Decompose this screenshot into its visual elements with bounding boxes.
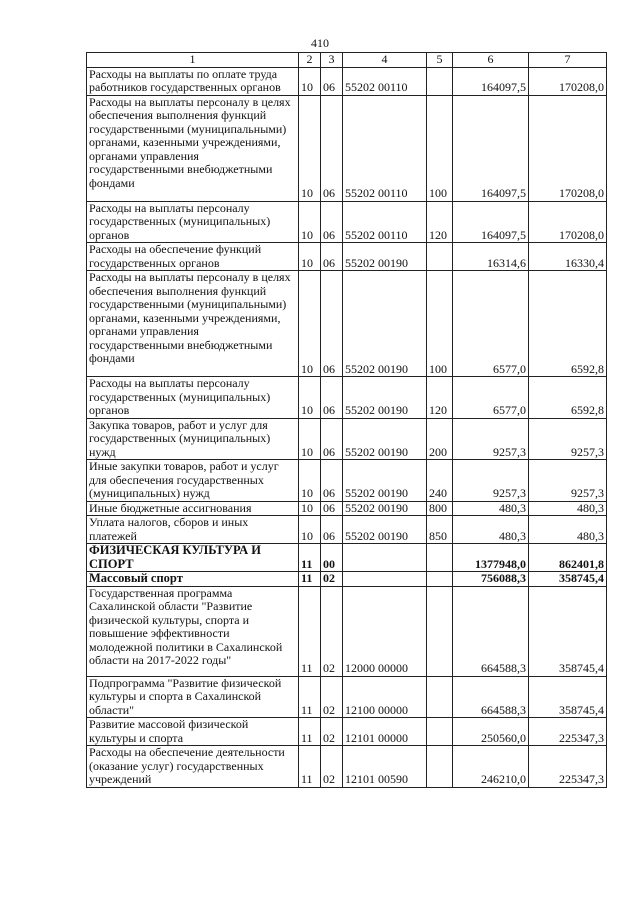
row-amount-col6-text: 664588,3 xyxy=(481,661,526,675)
row-amount-col7 xyxy=(529,418,607,460)
row-target-article-code xyxy=(343,67,427,95)
row-target-article-code xyxy=(343,746,427,788)
row-amount-col6 xyxy=(453,516,529,544)
table-row xyxy=(87,718,607,746)
row-target-article-code-text: 55202 00190 xyxy=(345,528,408,543)
row-name-text: ФИЗИЧЕСКАЯ КУЛЬТУРА И СПОРТ xyxy=(89,543,261,571)
header-col-5: 5 xyxy=(427,53,453,68)
row-amount-col6-text: 164097,5 xyxy=(481,227,526,242)
row-subsection-code xyxy=(321,201,343,243)
row-amount-col6-text: 16314,6 xyxy=(487,255,526,270)
row-section-code-text: 11 xyxy=(301,772,313,786)
row-amount-col7-text: 6592,8 xyxy=(571,361,604,376)
header-col-2: 2 xyxy=(299,53,321,68)
row-amount-col7-text: 480,3 xyxy=(577,528,604,543)
row-name-text: Расходы на выплаты персоналу в целях обеспечения выполнения функций государственными (муниципальными) органами, казенными учреждениями, органами управления государственными внебюджетными фондами xyxy=(89,270,291,365)
row-section-code xyxy=(299,418,321,460)
row-amount-col6-text: 756088,3 xyxy=(481,571,526,585)
row-target-article-code xyxy=(343,516,427,544)
row-name-text: Расходы на обеспечение деятельности (оказание услуг) государственных учреждений xyxy=(89,745,285,786)
row-section-code xyxy=(299,746,321,788)
row-section-code xyxy=(299,501,321,516)
table-row xyxy=(87,67,607,95)
row-section-code xyxy=(299,377,321,419)
row-target-article-code xyxy=(343,544,427,572)
row-section-code-text: 11 xyxy=(301,661,313,675)
row-expense-type-code xyxy=(427,718,453,746)
table-row xyxy=(87,516,607,544)
row-target-article-code xyxy=(343,95,427,201)
row-subsection-code-text: 06 xyxy=(323,80,335,94)
row-section-code-text: 10 xyxy=(301,255,313,270)
row-amount-col6 xyxy=(453,746,529,788)
row-amount-col7 xyxy=(529,746,607,788)
table-row xyxy=(87,243,607,271)
row-target-article-code-text: 12101 00000 xyxy=(345,730,408,745)
row-target-article-code xyxy=(343,418,427,460)
row-amount-col7 xyxy=(529,271,607,377)
row-amount-col7-text: 358745,4 xyxy=(559,702,604,717)
row-section-code-text: 10 xyxy=(301,80,313,94)
row-amount-col6 xyxy=(453,243,529,271)
row-name-text: Подпрограмма "Развитие физической культуры и спорта в Сахалинской области" xyxy=(89,676,282,717)
budget-table xyxy=(86,52,607,788)
row-name xyxy=(87,243,299,271)
row-name xyxy=(87,460,299,502)
row-name xyxy=(87,746,299,788)
row-subsection-code-text: 06 xyxy=(323,227,335,242)
row-section-code-text: 10 xyxy=(301,403,313,417)
row-amount-col7 xyxy=(529,67,607,95)
row-expense-type-code-text: 850 xyxy=(429,528,447,543)
row-subsection-code xyxy=(321,586,343,676)
row-amount-col6-text: 9257,3 xyxy=(493,444,526,459)
row-subsection-code xyxy=(321,95,343,201)
row-name xyxy=(87,67,299,95)
page-number: 410 xyxy=(311,36,329,50)
row-expense-type-code xyxy=(427,460,453,502)
header-col-4: 4 xyxy=(343,53,427,68)
row-subsection-code-text: 06 xyxy=(323,501,335,515)
row-target-article-code-text: 55202 00190 xyxy=(345,501,408,515)
row-section-code xyxy=(299,460,321,502)
row-target-article-code xyxy=(343,243,427,271)
table-header-row xyxy=(87,53,607,68)
row-subsection-code xyxy=(321,746,343,788)
row-expense-type-code-text: 240 xyxy=(429,486,447,500)
row-amount-col6-text: 164097,5 xyxy=(481,80,526,94)
row-amount-col6-text: 480,3 xyxy=(499,501,526,515)
row-amount-col6 xyxy=(453,501,529,516)
row-amount-col6 xyxy=(453,201,529,243)
row-subsection-code-text: 06 xyxy=(323,255,335,270)
row-section-code xyxy=(299,586,321,676)
row-amount-col6-text: 6577,0 xyxy=(493,361,526,376)
row-name xyxy=(87,95,299,201)
row-subsection-code-text: 02 xyxy=(323,661,335,675)
row-name-text: Расходы на обеспечение функций государственных органов xyxy=(89,242,262,270)
row-amount-col6 xyxy=(453,676,529,718)
row-subsection-code xyxy=(321,67,343,95)
table-row xyxy=(87,460,607,502)
row-amount-col7 xyxy=(529,586,607,676)
row-subsection-code-text: 06 xyxy=(323,361,335,376)
table-row xyxy=(87,586,607,676)
row-amount-col6-text: 6577,0 xyxy=(493,403,526,417)
row-target-article-code xyxy=(343,572,427,587)
row-expense-type-code xyxy=(427,516,453,544)
row-amount-col7 xyxy=(529,95,607,201)
row-amount-col6-text: 480,3 xyxy=(499,528,526,543)
row-amount-col7 xyxy=(529,377,607,419)
table-row xyxy=(87,271,607,377)
row-subsection-code xyxy=(321,501,343,516)
row-amount-col7-text: 480,3 xyxy=(577,501,604,515)
row-target-article-code xyxy=(343,718,427,746)
row-target-article-code xyxy=(343,501,427,516)
row-name-text: Расходы на выплаты персоналу государственных (муниципальных) органов xyxy=(89,201,271,242)
row-amount-col6-text: 250560,0 xyxy=(481,730,526,745)
row-amount-col6-text: 246210,0 xyxy=(481,772,526,786)
row-target-article-code xyxy=(343,676,427,718)
row-expense-type-code-text: 120 xyxy=(429,403,447,417)
table-row xyxy=(87,501,607,516)
row-subsection-code xyxy=(321,243,343,271)
row-section-code xyxy=(299,544,321,572)
row-amount-col7 xyxy=(529,460,607,502)
row-section-code xyxy=(299,95,321,201)
row-expense-type-code-text: 200 xyxy=(429,444,447,459)
row-amount-col7-text: 170208,0 xyxy=(559,80,604,94)
table-row xyxy=(87,572,607,587)
row-target-article-code-text: 55202 00190 xyxy=(345,255,408,270)
row-amount-col7-text: 170208,0 xyxy=(559,227,604,242)
row-target-article-code-text: 12000 00000 xyxy=(345,661,408,675)
table-row xyxy=(87,544,607,572)
row-expense-type-code xyxy=(427,95,453,201)
row-name-text: Закупка товаров, работ и услуг для государственных (муниципальных) нужд xyxy=(89,418,271,459)
row-section-code xyxy=(299,67,321,95)
row-expense-type-code xyxy=(427,586,453,676)
row-amount-col7-text: 862401,8 xyxy=(559,556,604,571)
row-expense-type-code xyxy=(427,544,453,572)
row-section-code-text: 11 xyxy=(301,730,313,745)
row-amount-col7-text: 358745,4 xyxy=(559,571,604,585)
row-name-text: Расходы на выплаты персоналу в целях обеспечения выполнения функций государственными (муниципальными) органами, казенными учреждениями, органами управления государственными внебюджетными фондами xyxy=(89,95,291,190)
row-name-text: Расходы на выплаты персоналу государственных (муниципальных) органов xyxy=(89,376,271,417)
row-expense-type-code-text: 120 xyxy=(429,227,447,242)
row-amount-col7 xyxy=(529,201,607,243)
row-target-article-code-text: 12101 00590 xyxy=(345,772,408,786)
row-name-text: Развитие массовой физической культуры и спорта xyxy=(89,717,249,745)
row-subsection-code xyxy=(321,676,343,718)
header-col-3: 3 xyxy=(321,53,343,68)
row-name-text: Массовый спорт xyxy=(89,571,183,585)
row-target-article-code xyxy=(343,271,427,377)
row-amount-col7-text: 170208,0 xyxy=(559,186,604,200)
row-name xyxy=(87,544,299,572)
row-subsection-code xyxy=(321,544,343,572)
row-name-text: Расходы на выплаты по оплате труда работников государственных органов xyxy=(89,67,281,94)
row-section-code-text: 10 xyxy=(301,186,313,200)
table-row xyxy=(87,201,607,243)
row-subsection-code-text: 06 xyxy=(323,444,335,459)
row-name xyxy=(87,586,299,676)
row-expense-type-code xyxy=(427,243,453,271)
row-subsection-code xyxy=(321,377,343,419)
row-target-article-code-text: 55202 00110 xyxy=(345,186,408,200)
row-target-article-code-text: 12100 00000 xyxy=(345,702,408,717)
row-expense-type-code-text: 800 xyxy=(429,501,447,515)
row-amount-col6-text: 664588,3 xyxy=(481,702,526,717)
row-subsection-code xyxy=(321,418,343,460)
row-amount-col7-text: 358745,4 xyxy=(559,661,604,675)
row-expense-type-code xyxy=(427,377,453,419)
row-target-article-code xyxy=(343,377,427,419)
table-row xyxy=(87,746,607,788)
row-section-code-text: 10 xyxy=(301,528,313,543)
row-subsection-code-text: 06 xyxy=(323,403,335,417)
row-amount-col6-text: 164097,5 xyxy=(481,186,526,200)
row-section-code-text: 10 xyxy=(301,227,313,242)
row-subsection-code-text: 02 xyxy=(323,571,335,585)
row-expense-type-code-text: 100 xyxy=(429,361,447,376)
row-amount-col7-text: 9257,3 xyxy=(571,486,604,500)
row-section-code-text: 10 xyxy=(301,501,313,515)
row-section-code-text: 10 xyxy=(301,361,313,376)
row-amount-col7-text: 6592,8 xyxy=(571,403,604,417)
row-expense-type-code xyxy=(427,746,453,788)
row-target-article-code xyxy=(343,586,427,676)
header-col-7: 7 xyxy=(529,53,607,68)
row-section-code xyxy=(299,201,321,243)
row-subsection-code xyxy=(321,572,343,587)
row-amount-col6 xyxy=(453,460,529,502)
row-name xyxy=(87,418,299,460)
row-amount-col7 xyxy=(529,572,607,587)
row-subsection-code xyxy=(321,516,343,544)
row-subsection-code xyxy=(321,718,343,746)
row-target-article-code-text: 55202 00110 xyxy=(345,80,408,94)
row-expense-type-code xyxy=(427,418,453,460)
table-row xyxy=(87,95,607,201)
row-section-code xyxy=(299,572,321,587)
row-target-article-code-text: 55202 00190 xyxy=(345,486,408,500)
row-name xyxy=(87,377,299,419)
row-amount-col7 xyxy=(529,718,607,746)
row-section-code xyxy=(299,243,321,271)
row-section-code xyxy=(299,516,321,544)
row-subsection-code-text: 00 xyxy=(323,556,335,571)
row-target-article-code-text: 55202 00110 xyxy=(345,227,408,242)
row-expense-type-code xyxy=(427,676,453,718)
row-amount-col7 xyxy=(529,501,607,516)
row-subsection-code xyxy=(321,460,343,502)
row-name xyxy=(87,501,299,516)
row-section-code xyxy=(299,676,321,718)
row-subsection-code-text: 02 xyxy=(323,730,335,745)
row-section-code xyxy=(299,718,321,746)
header-col-6: 6 xyxy=(453,53,529,68)
row-expense-type-code xyxy=(427,67,453,95)
row-subsection-code xyxy=(321,271,343,377)
row-amount-col6 xyxy=(453,718,529,746)
row-expense-type-code xyxy=(427,572,453,587)
row-section-code-text: 10 xyxy=(301,486,313,500)
row-amount-col6-text: 9257,3 xyxy=(493,486,526,500)
table-row xyxy=(87,418,607,460)
row-section-code-text: 11 xyxy=(301,556,313,571)
row-amount-col7-text: 9257,3 xyxy=(571,444,604,459)
row-target-article-code-text: 55202 00190 xyxy=(345,361,408,376)
row-amount-col7-text: 225347,3 xyxy=(559,730,604,745)
row-target-article-code-text: 55202 00190 xyxy=(345,444,408,459)
row-amount-col7-text: 225347,3 xyxy=(559,772,604,786)
row-section-code-text: 11 xyxy=(301,571,313,585)
row-amount-col6 xyxy=(453,418,529,460)
row-amount-col6 xyxy=(453,544,529,572)
row-section-code-text: 11 xyxy=(301,702,313,717)
row-name xyxy=(87,271,299,377)
row-amount-col7 xyxy=(529,516,607,544)
row-amount-col6 xyxy=(453,95,529,201)
row-expense-type-code xyxy=(427,501,453,516)
row-subsection-code-text: 02 xyxy=(323,772,335,786)
row-expense-type-code xyxy=(427,201,453,243)
row-amount-col6 xyxy=(453,67,529,95)
row-section-code-text: 10 xyxy=(301,444,313,459)
header-col-1: 1 xyxy=(87,53,299,68)
row-amount-col6 xyxy=(453,271,529,377)
row-name xyxy=(87,572,299,587)
row-amount-col7-text: 16330,4 xyxy=(565,255,604,270)
row-name-text: Иные бюджетные ассигнования xyxy=(89,501,252,515)
row-name-text: Государственная программа Сахалинской области "Развитие физической культуры, спорта и повышение эффективности молодежной политики в Сахалинской области на 2017-2022 годы" xyxy=(89,586,283,667)
row-amount-col6 xyxy=(453,377,529,419)
row-amount-col7 xyxy=(529,676,607,718)
row-target-article-code xyxy=(343,201,427,243)
row-amount-col7 xyxy=(529,243,607,271)
row-section-code xyxy=(299,271,321,377)
row-subsection-code-text: 06 xyxy=(323,186,335,200)
row-expense-type-code xyxy=(427,271,453,377)
row-expense-type-code-text: 100 xyxy=(429,186,447,200)
row-name-text: Уплата налогов, сборов и иных платежей xyxy=(89,515,249,543)
row-subsection-code-text: 06 xyxy=(323,486,335,500)
row-amount-col6-text: 1377948,0 xyxy=(475,556,526,571)
row-name xyxy=(87,516,299,544)
table-row xyxy=(87,676,607,718)
row-name-text: Иные закупки товаров, работ и услуг для обеспечения государственных (муниципальных) нужд xyxy=(89,459,279,500)
row-amount-col6 xyxy=(453,586,529,676)
row-amount-col7 xyxy=(529,544,607,572)
row-subsection-code-text: 02 xyxy=(323,702,335,717)
row-name xyxy=(87,201,299,243)
row-name xyxy=(87,718,299,746)
row-name xyxy=(87,676,299,718)
row-amount-col6 xyxy=(453,572,529,587)
row-target-article-code-text: 55202 00190 xyxy=(345,403,408,417)
row-subsection-code-text: 06 xyxy=(323,528,335,543)
row-target-article-code xyxy=(343,460,427,502)
table-row xyxy=(87,377,607,419)
